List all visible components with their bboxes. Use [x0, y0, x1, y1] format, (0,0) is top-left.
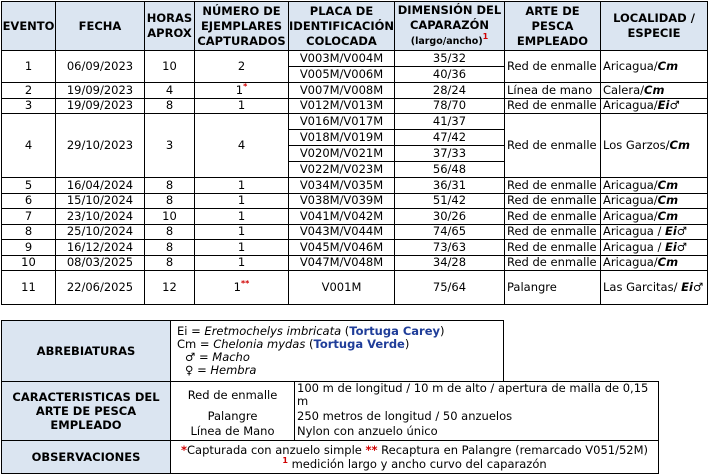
- placa-cell: V016M/V017M: [289, 114, 395, 130]
- evento-cell: 10: [2, 255, 56, 271]
- arte-cell: Red de enmalle: [505, 193, 601, 209]
- especie-code: Cm: [669, 138, 690, 152]
- placa-cell: V020M/V021M: [289, 146, 395, 162]
- header-numero: NÚMERO DE EJEMPLARES CAPTURADOS: [195, 2, 289, 51]
- numero-cell: [195, 240, 289, 256]
- placa-cell: V047M/V048M: [289, 255, 395, 271]
- numero-value: 1: [237, 98, 246, 113]
- dimension-cell: 74/65: [395, 224, 505, 240]
- dimension-cell: 28/24: [395, 83, 505, 99]
- header-fecha: FECHA: [56, 2, 145, 51]
- obs-mark: 1: [282, 455, 288, 465]
- dimension-cell: 47/42: [395, 130, 505, 146]
- dimension-cell: 40/36: [395, 67, 505, 83]
- arte-cell: Red de enmalle: [505, 98, 601, 114]
- localidad-name: Aricagua /: [603, 239, 665, 254]
- localidad-name: Aricagua/: [603, 98, 658, 113]
- arte-cell: Red de enmalle: [505, 178, 601, 194]
- evento-cell: 1: [2, 51, 56, 83]
- header-dimension-mark: 1: [482, 32, 489, 42]
- fecha-cell: 19/09/2023: [56, 98, 145, 114]
- localidad-name: Aricagua /: [603, 224, 665, 239]
- numero-mark: **: [240, 279, 250, 289]
- evento-cell: 2: [2, 83, 56, 99]
- placa-cell: V043M/V044M: [289, 224, 395, 240]
- arte-name: Línea de Mano: [171, 424, 295, 440]
- placa-cell: V018M/V019M: [289, 130, 395, 146]
- placa-cell: V007M/V008M: [289, 83, 395, 99]
- events-body: [2, 51, 708, 305]
- capture-events-table: [1, 1, 708, 305]
- arte-desc: 250 metros de longitud / 50 anzuelos: [295, 408, 659, 424]
- evento-cell: 8: [2, 224, 56, 240]
- dimension-cell: 36/31: [395, 178, 505, 194]
- header-localidad: LOCALIDAD / ESPECIE: [601, 2, 708, 51]
- observaciones-label: OBSERVACIONES: [2, 440, 171, 473]
- sexo-symbol: ♂: [669, 98, 680, 113]
- localidad-name: Aricagua/: [603, 177, 658, 192]
- abbr-name: Eretmochelys imbricata: [204, 324, 342, 338]
- arte-desc: 100 m de longitud / 10 m de alto / apertura de malla de 0,15 m: [295, 382, 659, 409]
- dimension-cell: 51/42: [395, 193, 505, 209]
- evento-cell: 6: [2, 193, 56, 209]
- fecha-cell: 22/06/2025: [56, 271, 145, 305]
- obs-text: medición largo y ancho curvo del caparazón: [287, 456, 547, 471]
- especie-code: Ei: [664, 224, 677, 239]
- localidad-name: Aricagua/: [603, 255, 658, 270]
- arte-name: Palangre: [171, 408, 295, 424]
- numero-cell: [195, 224, 289, 240]
- obs-mark: *: [180, 442, 187, 457]
- table-row: [2, 178, 708, 194]
- dimension-cell: 78/70: [395, 98, 505, 114]
- dimension-cell: 56/48: [395, 162, 505, 178]
- horas-cell: 8: [145, 178, 195, 194]
- table-row: [2, 209, 708, 225]
- observation-line-1: [171, 443, 658, 457]
- numero-value: 1: [237, 177, 246, 192]
- horas-cell: 8: [145, 98, 195, 114]
- dimension-cell: 30/26: [395, 209, 505, 225]
- header-horas: HORAS APROX: [145, 2, 195, 51]
- abbr-hembra: [177, 364, 503, 377]
- fecha-cell: 19/09/2023: [56, 83, 145, 99]
- abbr-code: Ei =: [177, 324, 205, 338]
- table-row: [2, 98, 708, 114]
- localidad-cell: [601, 209, 708, 225]
- numero-mark: *: [243, 81, 248, 91]
- arte-cell: Línea de mano: [505, 83, 601, 99]
- evento-cell: 9: [2, 240, 56, 256]
- fecha-cell: 16/04/2024: [56, 178, 145, 194]
- placa-cell: V041M/V042M: [289, 209, 395, 225]
- header-dimension-sub: (largo/ancho): [410, 36, 483, 47]
- horas-cell: 8: [145, 224, 195, 240]
- header-placa: PLACA DE IDENTIFICACIÓN COLOCADA: [289, 2, 395, 51]
- especie-code: Cm: [657, 208, 679, 223]
- placa-cell: V001M: [289, 271, 395, 305]
- evento-cell: 4: [2, 114, 56, 178]
- localidad-name: Los Garzos/: [603, 138, 670, 152]
- numero-value: 1: [237, 239, 246, 254]
- dimension-cell: 34/28: [395, 255, 505, 271]
- caracteristicas-label: CARACTERISTICAS DEL ARTE DE PESCA EMPLEADO: [2, 382, 171, 441]
- especie-code: Cm: [657, 255, 679, 270]
- placa-cell: V012M/V013M: [289, 98, 395, 114]
- localidad-cell: [601, 178, 708, 194]
- table-row: [2, 255, 708, 271]
- horas-cell: 8: [145, 193, 195, 209]
- abreviaturas-cell: [171, 321, 504, 382]
- abbr-name: Hembra: [210, 363, 257, 377]
- fecha-cell: 16/12/2024: [56, 240, 145, 256]
- numero-value: 1: [237, 208, 246, 223]
- evento-cell: 11: [2, 271, 56, 305]
- localidad-cell: [601, 193, 708, 209]
- table-row: [2, 240, 708, 256]
- arte-name: Red de enmalle: [171, 382, 295, 409]
- table-row: [2, 271, 708, 305]
- horas-cell: 10: [145, 209, 195, 225]
- numero-cell: [195, 193, 289, 209]
- especie-code: Cm: [657, 59, 679, 73]
- header-dimension-title: DIMENSIÓN DEL CAPARAZÓN: [397, 3, 502, 32]
- placa-cell: V022M/V023M: [289, 162, 395, 178]
- dimension-cell: 41/37: [395, 114, 505, 130]
- arte-cell: Red de enmalle: [505, 240, 601, 256]
- header-dimension: [395, 2, 505, 51]
- placa-cell: V034M/V035M: [289, 178, 395, 194]
- abreviaturas-label: ABREBIATURAS: [2, 321, 171, 382]
- obs-text: Recaptura en Palangre (remarcado V051/52M): [377, 442, 649, 457]
- numero-cell: [195, 255, 289, 271]
- arte-cell: Red de enmalle: [505, 255, 601, 271]
- table-row: [2, 114, 708, 130]
- abbr-cm: Cm = Chelonia mydas (Tortuga Verde): [177, 337, 410, 351]
- localidad-cell: [601, 114, 708, 178]
- header-arte: ARTE DE PESCA EMPLEADO: [505, 2, 601, 51]
- numero-cell: [195, 114, 289, 178]
- numero-cell: [195, 83, 289, 99]
- evento-cell: 3: [2, 98, 56, 114]
- especie-code: Ei: [664, 239, 677, 254]
- table-row: [2, 83, 708, 99]
- table-row: [2, 193, 708, 209]
- localidad-cell: [601, 255, 708, 271]
- fecha-cell: 06/09/2023: [56, 51, 145, 83]
- evento-cell: 7: [2, 209, 56, 225]
- numero-value: 4: [237, 138, 246, 152]
- fecha-cell: 29/10/2023: [56, 114, 145, 178]
- table-row: [2, 51, 708, 67]
- localidad-cell: [601, 240, 708, 256]
- dimension-cell: 37/33: [395, 146, 505, 162]
- sexo-symbol: ♂: [692, 280, 704, 294]
- numero-value: 1: [237, 193, 246, 208]
- arte-cell: Red de enmalle: [505, 51, 601, 83]
- fecha-cell: 08/03/2025: [56, 255, 145, 271]
- numero-cell: [195, 209, 289, 225]
- arte-cell: Red de enmalle: [505, 224, 601, 240]
- placa-cell: V045M/V046M: [289, 240, 395, 256]
- numero-value: 1: [235, 82, 244, 97]
- legend-spacer: [504, 321, 659, 382]
- abbr-name: Macho: [212, 350, 250, 364]
- numero-value: 2: [237, 59, 246, 73]
- localidad-cell: [601, 83, 708, 99]
- arte-cell: Red de enmalle: [505, 209, 601, 225]
- numero-cell: [195, 98, 289, 114]
- dimension-cell: 73/63: [395, 240, 505, 256]
- numero-value: 1: [233, 280, 241, 294]
- especie-code: Cm: [657, 193, 679, 208]
- numero-value: 1: [237, 224, 246, 239]
- arte-desc: Nylon con anzuelo único: [295, 424, 659, 440]
- localidad-cell: [601, 271, 708, 305]
- numero-cell: [195, 178, 289, 194]
- placa-cell: V005M/V006M: [289, 67, 395, 83]
- abbr-code: ♀ =: [185, 363, 211, 377]
- horas-cell: 4: [145, 83, 195, 99]
- arte-cell: Red de enmalle: [505, 114, 601, 178]
- abbr-code: ♂ =: [185, 350, 213, 364]
- evento-cell: 5: [2, 178, 56, 194]
- localidad-name: Aricagua/: [603, 59, 658, 73]
- placa-cell: V038M/V039M: [289, 193, 395, 209]
- horas-cell: 8: [145, 255, 195, 271]
- especie-code: Cm: [644, 82, 665, 97]
- observaciones-cell: [171, 440, 659, 473]
- table-row: [2, 224, 708, 240]
- horas-cell: 8: [145, 240, 195, 256]
- especie-code: Cm: [657, 177, 679, 192]
- numero-cell: [195, 271, 289, 305]
- horas-cell: 10: [145, 51, 195, 83]
- placa-cell: V003M/V004M: [289, 51, 395, 67]
- abbr-common: Tortuga Carey: [349, 324, 441, 338]
- abbr-code: Cm =: [177, 337, 214, 351]
- horas-cell: 12: [145, 271, 195, 305]
- obs-text: Capturada con anzuelo simple: [187, 442, 366, 457]
- fecha-cell: 15/10/2024: [56, 193, 145, 209]
- abbr-ei: Ei = Eretmochelys imbricata (Tortuga Carey): [177, 324, 445, 338]
- localidad-name: Las Garcitas/: [603, 280, 682, 294]
- horas-cell: 3: [145, 114, 195, 178]
- fecha-cell: 23/10/2024: [56, 209, 145, 225]
- localidad-name: Calera/: [603, 82, 644, 97]
- observation-line-2: [171, 457, 658, 471]
- abbr-common: Tortuga Verde: [313, 337, 405, 351]
- especie-code: Ei: [681, 280, 693, 294]
- localidad-cell: [601, 51, 708, 83]
- dimension-cell: 75/64: [395, 271, 505, 305]
- localidad-cell: [601, 98, 708, 114]
- arte-cell: Palangre: [505, 271, 601, 305]
- header-evento: EVENTO: [2, 2, 56, 51]
- numero-value: 1: [237, 255, 246, 270]
- abbr-name: Chelonia mydas: [213, 337, 306, 351]
- sexo-symbol: ♂: [676, 224, 688, 239]
- legend-table: [1, 320, 659, 474]
- especie-code: Ei: [657, 98, 670, 113]
- dimension-cell: 35/32: [395, 51, 505, 67]
- localidad-name: Aricagua/: [603, 193, 658, 208]
- numero-cell: [195, 51, 289, 83]
- localidad-name: Aricagua/: [603, 208, 658, 223]
- fecha-cell: 25/10/2024: [56, 224, 145, 240]
- obs-mark: **: [365, 442, 378, 457]
- localidad-cell: [601, 224, 708, 240]
- sexo-symbol: ♂: [676, 239, 688, 254]
